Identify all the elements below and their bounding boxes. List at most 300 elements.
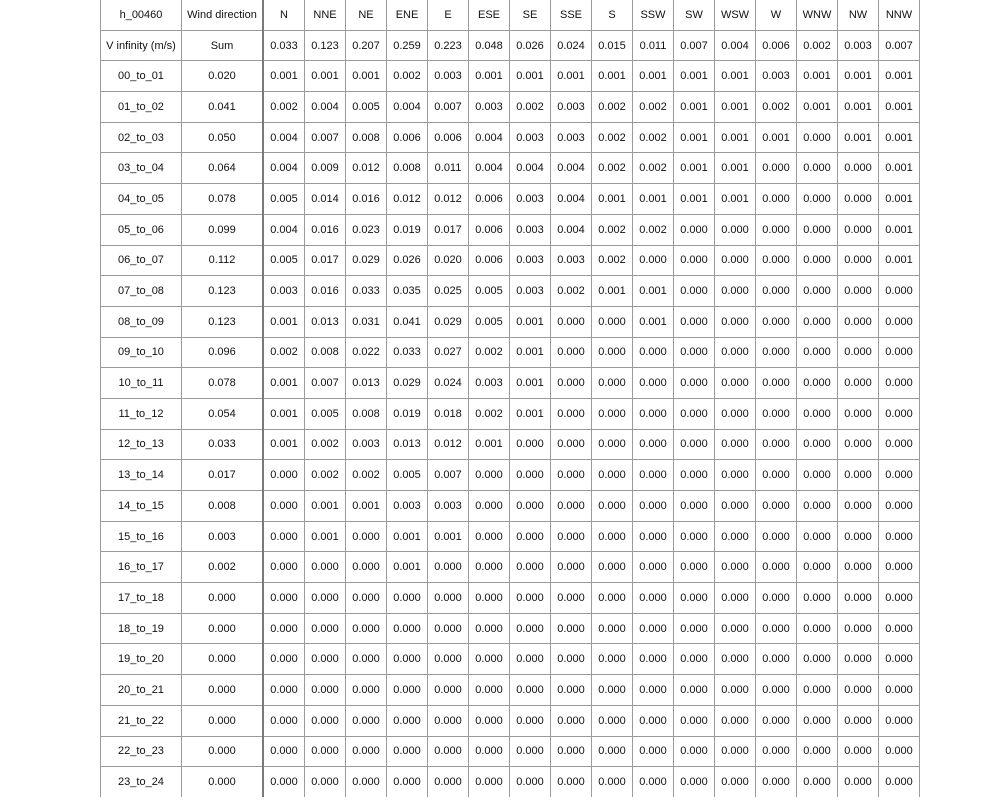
frequency-cell: 0.000 [715, 613, 756, 644]
frequency-cell: 0.000 [387, 705, 428, 736]
table-row [101, 153, 920, 184]
frequency-cell: 0.026 [387, 245, 428, 276]
frequency-cell: 0.000 [756, 736, 797, 767]
frequency-cell: 0.000 [387, 644, 428, 675]
frequency-cell: 0.000 [715, 306, 756, 337]
frequency-cell: 0.000 [551, 644, 592, 675]
frequency-cell: 0.017 [305, 245, 346, 276]
frequency-cell: 0.000 [633, 429, 674, 460]
frequency-cell: 0.005 [263, 245, 305, 276]
speed-range-label: 23_to_24 [101, 767, 182, 797]
frequency-cell: 0.004 [305, 92, 346, 123]
frequency-cell: 0.003 [756, 61, 797, 92]
frequency-cell: 0.000 [469, 644, 510, 675]
table-row [101, 767, 920, 797]
frequency-cell: 0.019 [387, 214, 428, 245]
frequency-cell: 0.000 [797, 153, 838, 184]
frequency-cell: 0.000 [592, 644, 633, 675]
frequency-cell: 0.001 [674, 61, 715, 92]
frequency-cell: 0.000 [715, 675, 756, 706]
frequency-cell: 0.001 [263, 306, 305, 337]
frequency-cell: 0.009 [305, 153, 346, 184]
frequency-cell: 0.006 [469, 245, 510, 276]
frequency-cell: 0.000 [756, 644, 797, 675]
frequency-cell: 0.000 [674, 736, 715, 767]
frequency-cell: 0.001 [510, 398, 551, 429]
frequency-cell: 0.000 [674, 429, 715, 460]
frequency-cell: 0.000 [797, 398, 838, 429]
frequency-cell: 0.000 [756, 491, 797, 522]
frequency-cell: 0.000 [838, 644, 879, 675]
frequency-cell: 0.000 [715, 276, 756, 307]
frequency-cell: 0.000 [428, 736, 469, 767]
frequency-cell: 0.000 [633, 613, 674, 644]
frequency-cell: 0.000 [346, 767, 387, 797]
table-row [101, 245, 920, 276]
frequency-cell: 0.001 [674, 122, 715, 153]
frequency-cell: 0.000 [551, 368, 592, 399]
frequency-cell: 0.000 [756, 245, 797, 276]
frequency-cell: 0.000 [797, 583, 838, 614]
frequency-cell: 0.000 [756, 583, 797, 614]
direction-sum-cell: 0.003 [838, 30, 879, 61]
frequency-cell: 0.000 [797, 521, 838, 552]
direction-header: NE [346, 0, 387, 30]
frequency-cell: 0.000 [469, 583, 510, 614]
speed-range-label: 03_to_04 [101, 153, 182, 184]
frequency-cell: 0.000 [715, 521, 756, 552]
frequency-cell: 0.023 [346, 214, 387, 245]
direction-header: SSE [551, 0, 592, 30]
frequency-cell: 0.000 [674, 398, 715, 429]
frequency-cell: 0.000 [879, 429, 920, 460]
frequency-cell: 0.000 [838, 705, 879, 736]
frequency-cell: 0.000 [797, 460, 838, 491]
frequency-cell: 0.001 [879, 214, 920, 245]
frequency-cell: 0.004 [551, 214, 592, 245]
wind-frequency-table [100, 0, 920, 797]
frequency-cell: 0.000 [674, 705, 715, 736]
frequency-cell: 0.000 [674, 675, 715, 706]
frequency-cell: 0.000 [592, 736, 633, 767]
table-row [101, 184, 920, 215]
frequency-cell: 0.000 [674, 583, 715, 614]
frequency-cell: 0.002 [592, 214, 633, 245]
frequency-cell: 0.000 [633, 644, 674, 675]
frequency-cell: 0.000 [797, 613, 838, 644]
frequency-cell: 0.003 [428, 491, 469, 522]
frequency-cell: 0.001 [879, 245, 920, 276]
frequency-cell: 0.000 [879, 276, 920, 307]
row-sum-cell: 0.000 [182, 705, 264, 736]
frequency-cell: 0.001 [592, 184, 633, 215]
frequency-cell: 0.007 [305, 122, 346, 153]
frequency-cell: 0.000 [510, 583, 551, 614]
frequency-cell: 0.001 [674, 92, 715, 123]
frequency-cell: 0.000 [387, 583, 428, 614]
frequency-cell: 0.002 [469, 398, 510, 429]
frequency-cell: 0.000 [387, 736, 428, 767]
frequency-cell: 0.016 [305, 276, 346, 307]
frequency-cell: 0.000 [592, 429, 633, 460]
direction-header: ESE [469, 0, 510, 30]
frequency-cell: 0.000 [305, 583, 346, 614]
frequency-cell: 0.000 [510, 644, 551, 675]
frequency-cell: 0.001 [838, 122, 879, 153]
speed-range-label: 12_to_13 [101, 429, 182, 460]
frequency-cell: 0.000 [263, 736, 305, 767]
frequency-cell: 0.003 [469, 368, 510, 399]
direction-header: WNW [797, 0, 838, 30]
frequency-cell: 0.000 [592, 552, 633, 583]
table-id-label: h_00460 [101, 0, 182, 30]
frequency-cell: 0.000 [756, 429, 797, 460]
frequency-cell: 0.002 [633, 92, 674, 123]
frequency-cell: 0.006 [469, 184, 510, 215]
frequency-cell: 0.000 [756, 214, 797, 245]
frequency-cell: 0.002 [510, 92, 551, 123]
frequency-cell: 0.019 [387, 398, 428, 429]
frequency-cell: 0.000 [633, 675, 674, 706]
frequency-cell: 0.000 [838, 552, 879, 583]
frequency-cell: 0.000 [633, 767, 674, 797]
frequency-cell: 0.002 [263, 337, 305, 368]
frequency-cell: 0.003 [510, 214, 551, 245]
frequency-cell: 0.001 [551, 61, 592, 92]
frequency-cell: 0.004 [551, 184, 592, 215]
frequency-cell: 0.012 [346, 153, 387, 184]
frequency-cell: 0.001 [428, 521, 469, 552]
frequency-cell: 0.003 [387, 491, 428, 522]
frequency-cell: 0.000 [510, 460, 551, 491]
frequency-cell: 0.001 [838, 92, 879, 123]
frequency-cell: 0.000 [879, 460, 920, 491]
frequency-cell: 0.000 [633, 337, 674, 368]
frequency-cell: 0.000 [879, 368, 920, 399]
speed-range-label: 07_to_08 [101, 276, 182, 307]
frequency-cell: 0.000 [838, 583, 879, 614]
frequency-cell: 0.000 [510, 552, 551, 583]
wind-direction-header: Wind direction [182, 0, 264, 30]
row-sum-cell: 0.033 [182, 429, 264, 460]
frequency-cell: 0.002 [592, 245, 633, 276]
frequency-cell: 0.003 [469, 92, 510, 123]
frequency-cell: 0.005 [387, 460, 428, 491]
frequency-cell: 0.000 [263, 705, 305, 736]
frequency-cell: 0.000 [551, 491, 592, 522]
direction-header: S [592, 0, 633, 30]
direction-sum-cell: 0.223 [428, 30, 469, 61]
speed-range-label: 20_to_21 [101, 675, 182, 706]
frequency-cell: 0.000 [633, 245, 674, 276]
frequency-cell: 0.029 [387, 368, 428, 399]
frequency-cell: 0.000 [879, 736, 920, 767]
frequency-cell: 0.001 [346, 61, 387, 92]
direction-sum-cell: 0.011 [633, 30, 674, 61]
speed-range-label: 16_to_17 [101, 552, 182, 583]
frequency-cell: 0.001 [879, 184, 920, 215]
frequency-cell: 0.003 [510, 184, 551, 215]
table-row [101, 122, 920, 153]
row-sum-cell: 0.003 [182, 521, 264, 552]
frequency-cell: 0.002 [387, 61, 428, 92]
frequency-cell: 0.000 [715, 429, 756, 460]
frequency-cell: 0.000 [346, 583, 387, 614]
direction-sum-cell: 0.007 [879, 30, 920, 61]
frequency-cell: 0.001 [879, 153, 920, 184]
frequency-cell: 0.031 [346, 306, 387, 337]
frequency-cell: 0.000 [879, 337, 920, 368]
frequency-cell: 0.000 [715, 767, 756, 797]
table-row [101, 552, 920, 583]
table-row [101, 398, 920, 429]
frequency-cell: 0.005 [346, 92, 387, 123]
table-row [101, 736, 920, 767]
row-sum-cell: 0.000 [182, 767, 264, 797]
frequency-cell: 0.014 [305, 184, 346, 215]
frequency-cell: 0.000 [838, 214, 879, 245]
frequency-cell: 0.000 [715, 705, 756, 736]
frequency-cell: 0.005 [263, 184, 305, 215]
frequency-cell: 0.013 [387, 429, 428, 460]
direction-header: ENE [387, 0, 428, 30]
frequency-cell: 0.000 [551, 552, 592, 583]
frequency-cell: 0.000 [592, 705, 633, 736]
frequency-cell: 0.000 [838, 398, 879, 429]
frequency-cell: 0.000 [879, 398, 920, 429]
frequency-cell: 0.012 [428, 429, 469, 460]
frequency-cell: 0.000 [838, 491, 879, 522]
frequency-cell: 0.001 [633, 276, 674, 307]
table-row [101, 583, 920, 614]
frequency-cell: 0.003 [510, 245, 551, 276]
frequency-cell: 0.001 [715, 92, 756, 123]
frequency-cell: 0.000 [838, 337, 879, 368]
frequency-cell: 0.000 [346, 736, 387, 767]
frequency-cell: 0.000 [715, 736, 756, 767]
frequency-cell: 0.000 [879, 552, 920, 583]
frequency-cell: 0.000 [797, 306, 838, 337]
frequency-cell: 0.005 [305, 398, 346, 429]
frequency-cell: 0.000 [715, 245, 756, 276]
table-row [101, 521, 920, 552]
speed-range-label: 06_to_07 [101, 245, 182, 276]
frequency-cell: 0.001 [387, 521, 428, 552]
frequency-cell: 0.002 [305, 429, 346, 460]
row-sum-cell: 0.000 [182, 613, 264, 644]
frequency-cell: 0.000 [674, 276, 715, 307]
frequency-cell: 0.000 [305, 675, 346, 706]
frequency-cell: 0.013 [305, 306, 346, 337]
direction-header: W [756, 0, 797, 30]
speed-range-label: 05_to_06 [101, 214, 182, 245]
row-sum-cell: 0.008 [182, 491, 264, 522]
frequency-cell: 0.000 [551, 337, 592, 368]
frequency-cell: 0.000 [469, 613, 510, 644]
frequency-cell: 0.000 [469, 705, 510, 736]
frequency-cell: 0.001 [510, 368, 551, 399]
frequency-cell: 0.000 [263, 767, 305, 797]
direction-header: SSW [633, 0, 674, 30]
frequency-cell: 0.000 [756, 184, 797, 215]
table-row [101, 644, 920, 675]
frequency-cell: 0.000 [838, 368, 879, 399]
frequency-cell: 0.007 [428, 460, 469, 491]
frequency-cell: 0.002 [263, 92, 305, 123]
frequency-cell: 0.001 [305, 61, 346, 92]
frequency-cell: 0.005 [469, 276, 510, 307]
v-infinity-label: V infinity (m/s) [101, 30, 182, 61]
frequency-cell: 0.000 [305, 613, 346, 644]
frequency-cell: 0.002 [551, 276, 592, 307]
frequency-cell: 0.000 [551, 675, 592, 706]
frequency-cell: 0.004 [510, 153, 551, 184]
frequency-cell: 0.000 [715, 368, 756, 399]
table-row [101, 276, 920, 307]
frequency-cell: 0.000 [510, 705, 551, 736]
frequency-cell: 0.000 [551, 767, 592, 797]
direction-header: SE [510, 0, 551, 30]
frequency-cell: 0.000 [797, 552, 838, 583]
frequency-cell: 0.000 [797, 675, 838, 706]
frequency-cell: 0.016 [346, 184, 387, 215]
frequency-cell: 0.006 [469, 214, 510, 245]
frequency-cell: 0.035 [387, 276, 428, 307]
frequency-cell: 0.000 [263, 521, 305, 552]
frequency-cell: 0.000 [263, 491, 305, 522]
frequency-cell: 0.000 [674, 767, 715, 797]
frequency-cell: 0.000 [838, 429, 879, 460]
row-sum-cell: 0.000 [182, 675, 264, 706]
frequency-cell: 0.003 [551, 122, 592, 153]
frequency-cell: 0.000 [633, 460, 674, 491]
table-row [101, 429, 920, 460]
frequency-cell: 0.001 [797, 61, 838, 92]
frequency-cell: 0.000 [674, 245, 715, 276]
frequency-cell: 0.000 [838, 276, 879, 307]
frequency-cell: 0.000 [305, 767, 346, 797]
frequency-cell: 0.000 [756, 460, 797, 491]
frequency-cell: 0.000 [756, 153, 797, 184]
frequency-cell: 0.000 [469, 736, 510, 767]
frequency-cell: 0.008 [305, 337, 346, 368]
frequency-cell: 0.000 [346, 613, 387, 644]
frequency-cell: 0.001 [715, 122, 756, 153]
frequency-cell: 0.000 [633, 521, 674, 552]
frequency-cell: 0.004 [469, 122, 510, 153]
frequency-cell: 0.000 [592, 521, 633, 552]
frequency-cell: 0.000 [797, 736, 838, 767]
row-sum-cell: 0.112 [182, 245, 264, 276]
frequency-cell: 0.000 [469, 552, 510, 583]
frequency-cell: 0.000 [592, 306, 633, 337]
frequency-cell: 0.000 [756, 767, 797, 797]
row-sum-cell: 0.017 [182, 460, 264, 491]
frequency-cell: 0.000 [838, 613, 879, 644]
frequency-cell: 0.029 [428, 306, 469, 337]
sum-row [101, 30, 920, 61]
frequency-cell: 0.000 [263, 675, 305, 706]
frequency-cell: 0.000 [797, 122, 838, 153]
frequency-cell: 0.000 [879, 521, 920, 552]
row-sum-cell: 0.050 [182, 122, 264, 153]
frequency-cell: 0.033 [387, 337, 428, 368]
frequency-cell: 0.000 [879, 644, 920, 675]
frequency-cell: 0.001 [263, 429, 305, 460]
frequency-cell: 0.000 [346, 552, 387, 583]
frequency-cell: 0.025 [428, 276, 469, 307]
frequency-cell: 0.001 [674, 184, 715, 215]
frequency-cell: 0.002 [469, 337, 510, 368]
frequency-cell: 0.000 [346, 644, 387, 675]
frequency-cell: 0.000 [715, 398, 756, 429]
row-sum-cell: 0.096 [182, 337, 264, 368]
frequency-cell: 0.002 [633, 122, 674, 153]
frequency-cell: 0.000 [428, 552, 469, 583]
frequency-cell: 0.000 [633, 368, 674, 399]
direction-sum-cell: 0.002 [797, 30, 838, 61]
frequency-cell: 0.003 [510, 276, 551, 307]
frequency-cell: 0.001 [510, 61, 551, 92]
table-row [101, 214, 920, 245]
frequency-cell: 0.000 [797, 429, 838, 460]
frequency-cell: 0.001 [469, 429, 510, 460]
frequency-cell: 0.000 [879, 583, 920, 614]
frequency-cell: 0.000 [756, 398, 797, 429]
frequency-cell: 0.002 [756, 92, 797, 123]
frequency-cell: 0.000 [674, 644, 715, 675]
frequency-cell: 0.000 [428, 675, 469, 706]
frequency-cell: 0.000 [428, 767, 469, 797]
frequency-cell: 0.000 [387, 613, 428, 644]
frequency-cell: 0.000 [756, 675, 797, 706]
frequency-cell: 0.002 [592, 92, 633, 123]
row-sum-cell: 0.123 [182, 306, 264, 337]
frequency-cell: 0.000 [879, 675, 920, 706]
frequency-cell: 0.000 [715, 214, 756, 245]
direction-header: NW [838, 0, 879, 30]
frequency-cell: 0.003 [428, 61, 469, 92]
frequency-cell: 0.000 [715, 337, 756, 368]
frequency-cell: 0.000 [674, 214, 715, 245]
frequency-cell: 0.000 [674, 306, 715, 337]
frequency-cell: 0.000 [756, 306, 797, 337]
direction-sum-cell: 0.033 [263, 30, 305, 61]
frequency-cell: 0.000 [469, 491, 510, 522]
frequency-cell: 0.001 [346, 491, 387, 522]
speed-range-label: 19_to_20 [101, 644, 182, 675]
frequency-cell: 0.000 [879, 306, 920, 337]
frequency-cell: 0.000 [592, 583, 633, 614]
frequency-cell: 0.000 [592, 398, 633, 429]
frequency-cell: 0.000 [510, 675, 551, 706]
frequency-cell: 0.001 [510, 306, 551, 337]
frequency-cell: 0.003 [551, 92, 592, 123]
direction-header: E [428, 0, 469, 30]
speed-range-label: 10_to_11 [101, 368, 182, 399]
speed-range-label: 22_to_23 [101, 736, 182, 767]
speed-range-label: 21_to_22 [101, 705, 182, 736]
frequency-cell: 0.000 [756, 521, 797, 552]
row-sum-cell: 0.002 [182, 552, 264, 583]
frequency-cell: 0.001 [469, 61, 510, 92]
direction-header: SW [674, 0, 715, 30]
table-row [101, 491, 920, 522]
direction-sum-cell: 0.259 [387, 30, 428, 61]
speed-range-label: 08_to_09 [101, 306, 182, 337]
frequency-cell: 0.000 [592, 767, 633, 797]
frequency-cell: 0.000 [346, 675, 387, 706]
